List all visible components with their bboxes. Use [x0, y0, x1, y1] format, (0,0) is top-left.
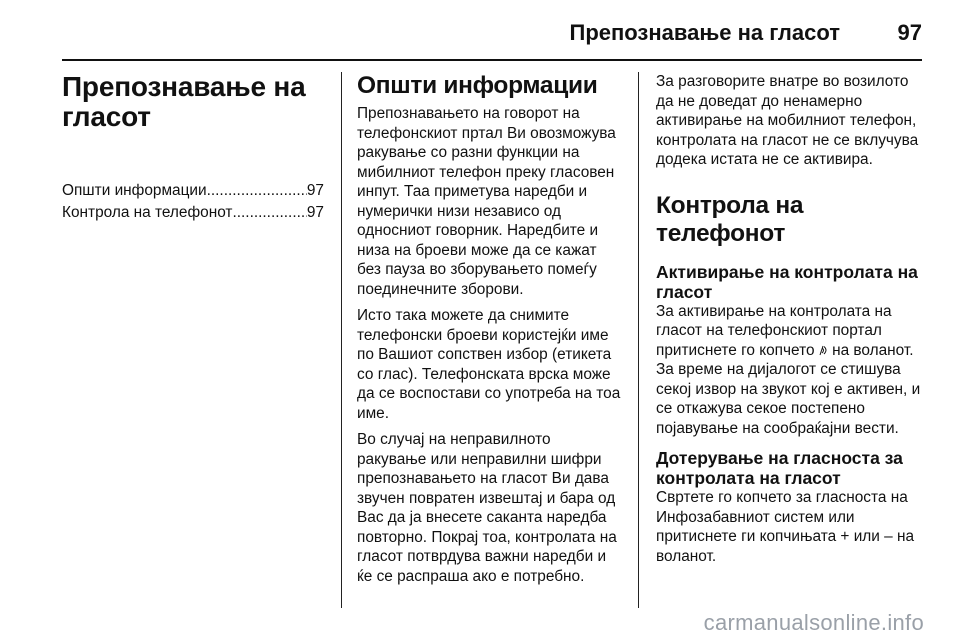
watermark: carmanualsonline.info — [703, 610, 924, 635]
paragraph-activation — [656, 302, 924, 439]
page-header — [62, 14, 922, 54]
header-rule — [62, 59, 922, 61]
column-divider — [341, 72, 342, 608]
toc-entry-page: 97 — [306, 204, 324, 221]
header-title: Препознавање на гласот — [569, 20, 840, 45]
column-general-info — [357, 72, 623, 586]
table-of-contents — [62, 180, 324, 224]
page-number: 97 — [897, 20, 922, 45]
column-phone-control — [656, 72, 924, 566]
toc-leader-dots — [232, 202, 306, 224]
activation-text-end: на воланот. За време на дијалогот се стишува секој извор на звукот кој е активен, и се откажува секое постепено појавување на сообраќајни вести. — [656, 341, 921, 437]
paragraph: Препознавањето на говорот на телефонскиот пртал Ви овозможува ракување со разни функции на мибилниот телефон преку гласовен инпут. Таа приметува наредби и нумерички низи независо од односниот говорник. Наредбите и низа на броеви може да се кажат без пауза во зборувањето помеѓу поединечните зборови. — [357, 105, 616, 298]
subheading-volume: Дотерување на гласноста за контролата на гласот — [656, 448, 903, 488]
toc-leader-dots — [207, 180, 307, 202]
subheading-activation: Активирање на контролата на гласот — [656, 261, 918, 302]
paragraph-intro: За разговорите внатре во возилото да не доведат до ненамерно активирање на мобилниот телефон, контролата на гласот не се вклучува додека истата не се активира. — [656, 73, 919, 168]
toc-entry-page: 97 — [306, 182, 324, 199]
toc-entry-label: Контрола на телефонот — [62, 204, 233, 221]
column-divider — [638, 72, 639, 608]
paragraph-volume: Свртете го копчето за гласноста на Инфозабавниот систем или притиснете ги копчињата + или – на воланот. — [656, 489, 915, 565]
toc-entry[interactable] — [62, 202, 324, 224]
toc-entry-label: Општи информации — [62, 182, 207, 199]
section-heading-phone-control: Контрола на телефонот — [656, 191, 804, 247]
voice-control-icon — [819, 342, 828, 354]
section-heading-general: Општи информации — [357, 72, 598, 99]
chapter-title: Препознавање на гласот — [62, 71, 306, 132]
activation-text-start: За активирање на контролата на гласот на телефонскиот портал притиснете го копчето — [656, 302, 892, 359]
paragraph: Исто така можете да снимите телефонски броеви користејќи име по Вашиот сопствен избор (етикета со глас). Телефонската врска може да се воспостави со употреба на тоа име. — [357, 307, 621, 422]
toc-entry[interactable] — [62, 180, 324, 202]
column-toc — [62, 72, 324, 224]
paragraph: Во случај на неправилното ракување или неправилни шифри препознавањето на гласот Ви дава звучен повратен извештај и бара од Вас да ја внесете саканта наредба повторно. Покрај тоа, контролата на гласот потврдува важни наредби и ќе се распраша ако е потребно. — [357, 431, 617, 585]
